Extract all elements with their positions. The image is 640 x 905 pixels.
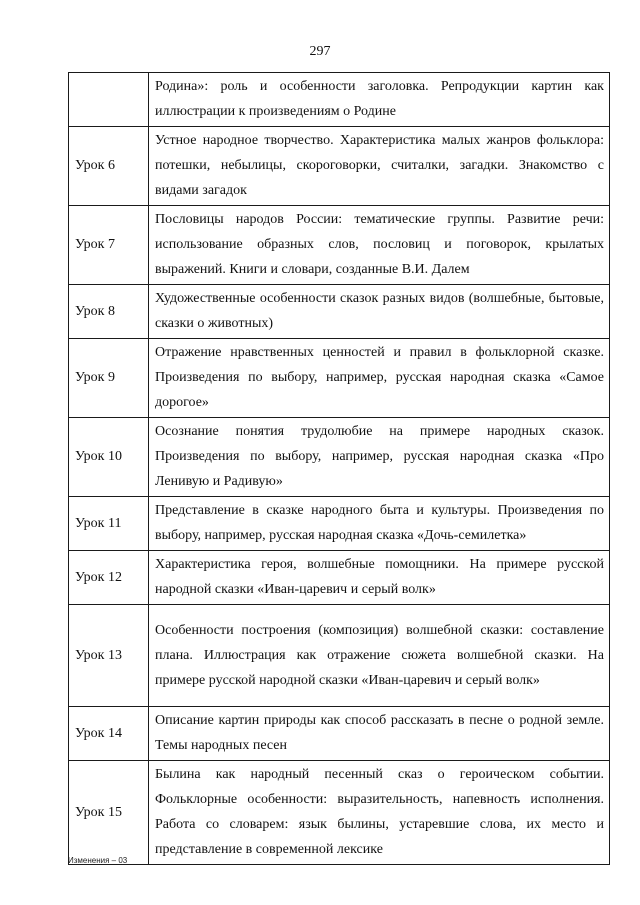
- table-row: [69, 339, 610, 418]
- lesson-number-cell: Урок 13: [69, 605, 149, 707]
- table-row: [69, 497, 610, 551]
- lesson-topic-cell: Представление в сказке народного быта и культуры. Произведения по выбору, например, русская народная сказка «Дочь-семилетка»: [149, 497, 610, 551]
- lesson-topic-cell: Отражение нравственных ценностей и правил в фольклорной сказке. Произведения по выбору, например, русская народная сказка «Самое дорогое»: [149, 339, 610, 418]
- table-row: [69, 761, 610, 865]
- lesson-topic-cell: Родина»: роль и особенности заголовка. Репродукции картин как иллюстрации к произведениям о Родине: [149, 73, 610, 127]
- lesson-number-cell: Урок 6: [69, 127, 149, 206]
- lesson-number-cell: Урок 11: [69, 497, 149, 551]
- table-row: [69, 127, 610, 206]
- lesson-topic-cell: Былина как народный песенный сказ о героическом событии. Фольклорные особенности: выразительность, напевность исполнения. Работа со словарем: язык былины, устаревшие слова, их место и представление в современной лексике: [149, 761, 610, 865]
- lesson-topic-cell: Устное народное творчество. Характеристика малых жанров фольклора: потешки, небылицы, скороговорки, считалки, загадки. Знакомство с видами загадок: [149, 127, 610, 206]
- page-number: 297: [309, 44, 331, 59]
- lesson-topic-cell: Описание картин природы как способ рассказать в песне о родной земле. Темы народных песен: [149, 707, 610, 761]
- lesson-topic-cell: Пословицы народов России: тематические группы. Развитие речи: использование образных слов, пословиц и поговорок, крылатых выражений. Книги и словари, созданные В.И. Далем: [149, 206, 610, 285]
- table-row: [69, 418, 610, 497]
- table-row: [69, 206, 610, 285]
- lesson-number-cell: Урок 15: [69, 761, 149, 865]
- revision-footer: Изменения – 03: [68, 856, 128, 865]
- table-row: [69, 551, 610, 605]
- lesson-topic-cell: Художественные особенности сказок разных видов (волшебные, бытовые, сказки о животных): [149, 285, 610, 339]
- lesson-topic-cell: Осознание понятия трудолюбие на примере народных сказок. Произведения по выбору, например, русская народная сказка «Про Ленивую и Радивую»: [149, 418, 610, 497]
- lesson-plan-table: [68, 72, 610, 865]
- lesson-topic-cell: Характеристика героя, волшебные помощники. На примере русской народной сказки «Иван-царевич и серый волк»: [149, 551, 610, 605]
- table-row: [69, 73, 610, 127]
- lesson-number-cell: [69, 73, 149, 127]
- table-row: [69, 605, 610, 707]
- lesson-number-cell: Урок 10: [69, 418, 149, 497]
- lesson-topic-cell: Особенности построения (композиция) волшебной сказки: составление плана. Иллюстрация как отражение сюжета волшебной сказки. На примере русской народной сказки «Иван-царевич и серый волк»: [149, 605, 610, 707]
- lesson-number-cell: Урок 7: [69, 206, 149, 285]
- lesson-number-cell: Урок 12: [69, 551, 149, 605]
- table-row: [69, 707, 610, 761]
- lesson-number-cell: Урок 14: [69, 707, 149, 761]
- table-row: [69, 285, 610, 339]
- lesson-number-cell: Урок 8: [69, 285, 149, 339]
- lesson-number-cell: Урок 9: [69, 339, 149, 418]
